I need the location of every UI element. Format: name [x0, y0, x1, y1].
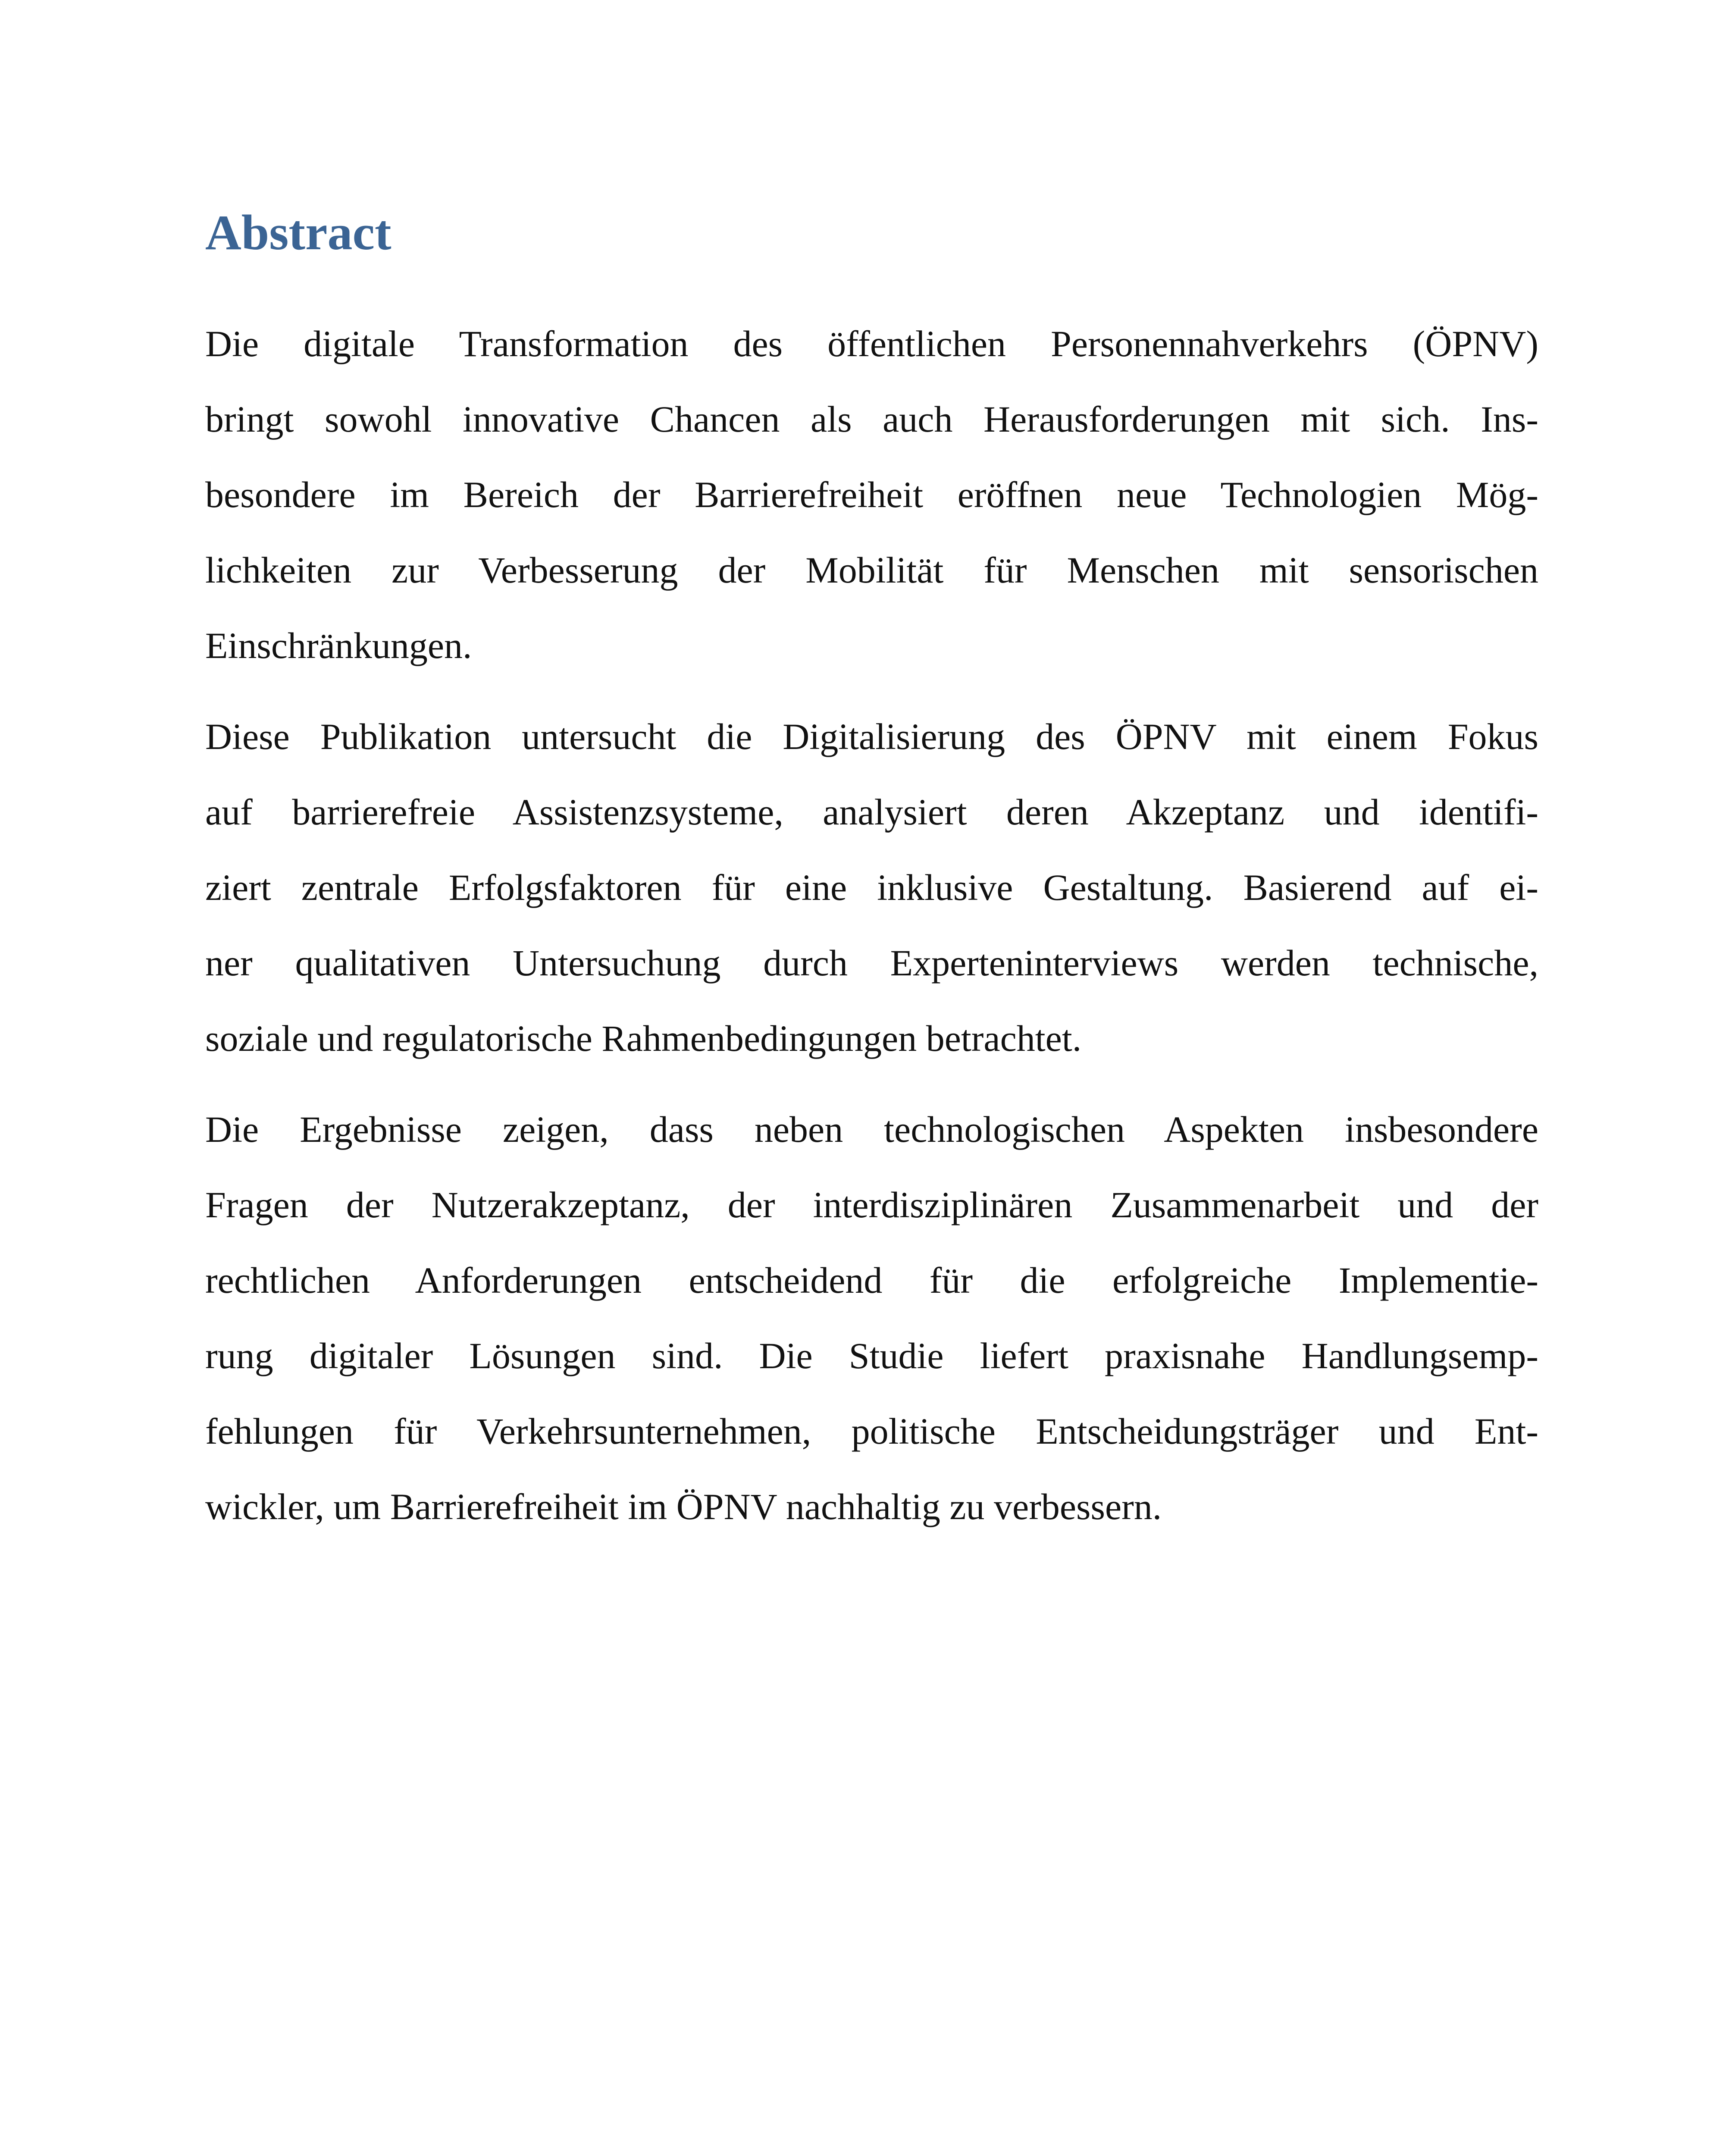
text-line: rung digitaler Lösungen sind. Die Studie liefert praxisnahe Handlungsemp- [205, 1335, 1538, 1376]
text-line: bringt sowohl innovative Chancen als auch Herausforderungen mit sich. Ins- [205, 398, 1538, 440]
text-line: Einschränkungen. [205, 625, 472, 666]
abstract-section [205, 203, 1538, 1560]
text-line: Die digitale Transformation des öffentlichen Personennahverkehrs (ÖPNV) [205, 323, 1538, 364]
text-line: rechtlichen Anforderungen entscheidend für die erfolgreiche Implementie- [205, 1260, 1538, 1301]
abstract-paragraph-2 [205, 699, 1538, 1076]
abstract-paragraph-1 [205, 306, 1538, 683]
abstract-heading: Abstract [205, 205, 392, 260]
text-line: ziert zentrale Erfolgsfaktoren für eine inklusive Gestaltung. Basierend auf ei- [205, 867, 1538, 908]
text-line: auf barrierefreie Assistenzsysteme, analysiert deren Akzeptanz und identifi- [205, 791, 1538, 833]
text-line: ner qualitativen Untersuchung durch Experteninterviews werden technische, [205, 942, 1538, 984]
text-line: Fragen der Nutzerakzeptanz, der interdisziplinären Zusammenarbeit und der [205, 1184, 1538, 1225]
text-line: besondere im Bereich der Barrierefreiheit eröffnen neue Technologien Mög- [205, 474, 1538, 515]
text-line: fehlungen für Verkehrsunternehmen, politische Entscheidungsträger und Ent- [205, 1410, 1538, 1452]
text-line: soziale und regulatorische Rahmenbedingungen betrachtet. [205, 1018, 1082, 1059]
abstract-paragraph-3 [205, 1092, 1538, 1545]
text-line: Diese Publikation untersucht die Digitalisierung des ÖPNV mit einem Fokus [205, 716, 1538, 757]
text-line: Die Ergebnisse zeigen, dass neben technologischen Aspekten insbesondere [205, 1109, 1538, 1150]
text-line: lichkeiten zur Verbesserung der Mobilität für Menschen mit sensorischen [205, 549, 1538, 591]
text-line: wickler, um Barrierefreiheit im ÖPNV nachhaltig zu verbessern. [205, 1486, 1162, 1527]
